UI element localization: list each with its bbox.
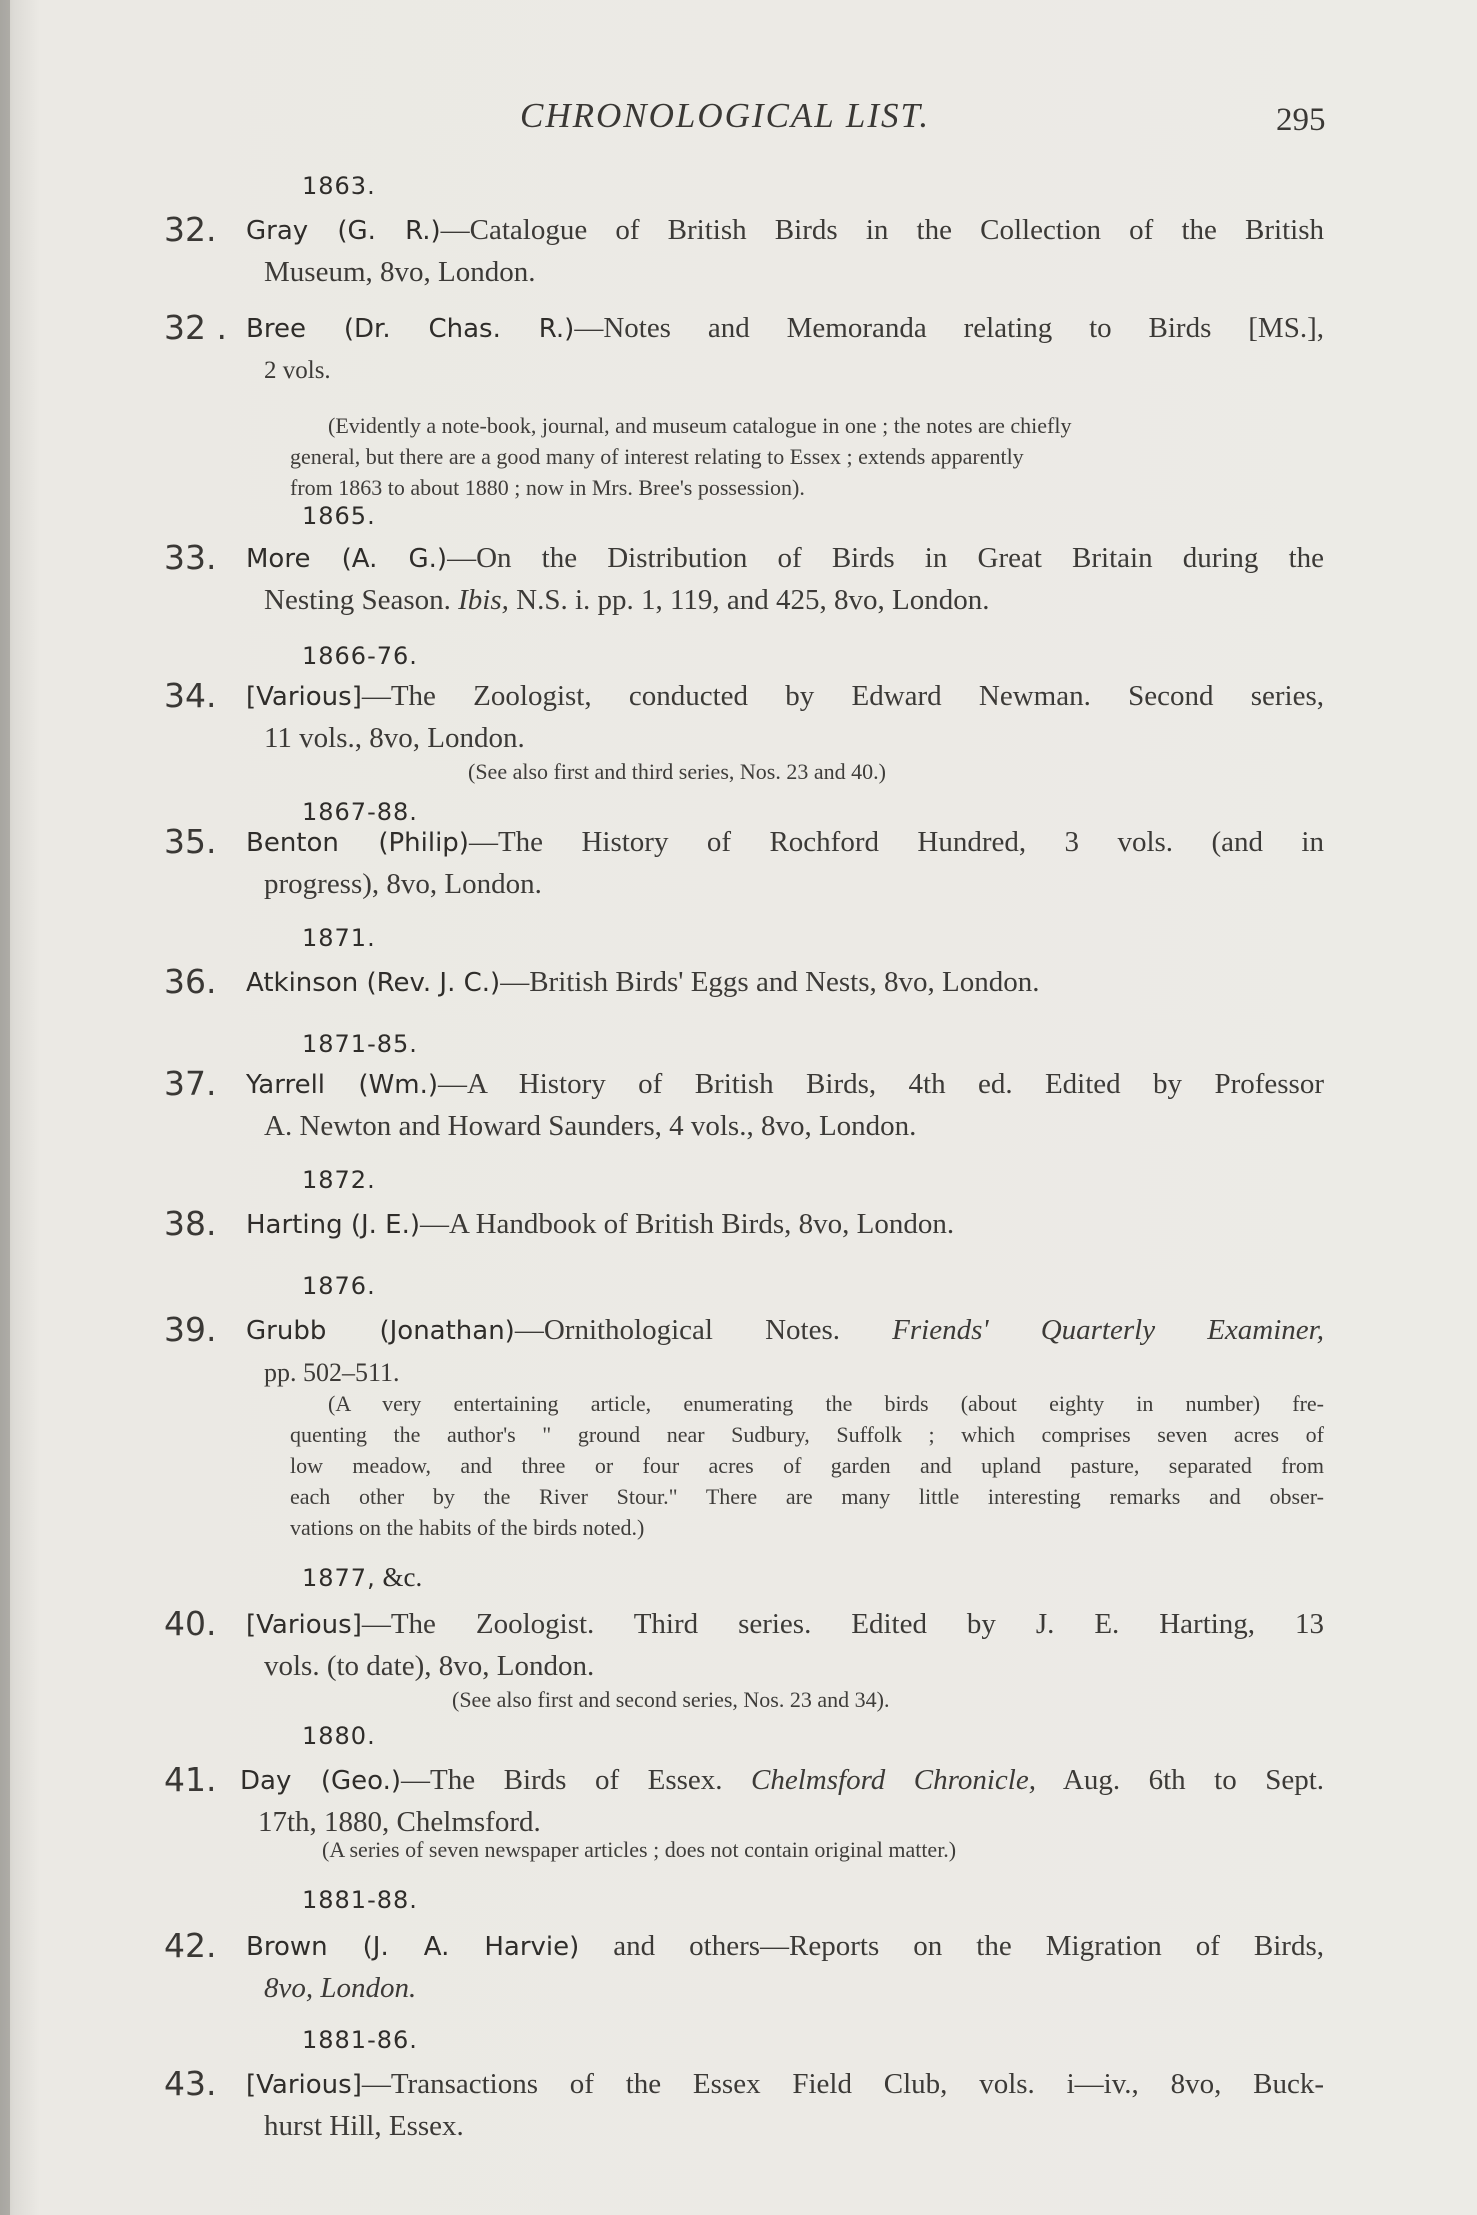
entry-number: 35. [164,822,217,861]
year-heading: 1863. [302,172,376,200]
entry-author: Gray (G. R.) [246,216,441,246]
year-heading: 1876. [302,1272,376,1300]
year-heading: 1881-86. [302,2026,418,2054]
entry-note: (See also first and third series, Nos. 23 and 40.) [468,759,886,784]
entry-author: Grubb (Jonathan) [246,1316,515,1346]
running-header [0,96,1477,146]
entry-text: [Various]—The Zoologist. Third series. Edited by J. E. Harting, 13 vols. (to date), 8vo, London. [246,1608,1324,1682]
entry-author: [Various] [246,682,362,712]
entry-text: Day (Geo.)—The Birds of Essex. Chelmsford Chronicle, Aug. 6th to Sept. 17th, 1880, Chelmsford. [240,1764,1325,1838]
journal-title: Friends' Quarterly Examiner, [892,1314,1324,1346]
year-heading: 1871-85. [302,1030,418,1058]
entry-number: 43. [164,2064,217,2103]
year-heading: 1871. [302,924,376,952]
year-heading: 1877, &c. [302,1562,423,1592]
year-heading: 1880. [302,1722,376,1750]
entry-number: 42. [164,1926,217,1965]
page-number: 295 [1276,102,1326,138]
entry-author: Atkinson (Rev. J. C.) [246,968,501,998]
entry-author: Bree (Dr. Chas. R.) [246,314,575,344]
entry-number: 40. [164,1604,217,1643]
entry-number: 33. [164,538,217,577]
page-gutter-shadow [0,0,10,2215]
entry-author: Day (Geo.) [240,1766,402,1796]
entry-text: [Various]—The Zoologist, conducted by Edward Newman. Second series, 11 vols., 8vo, London. [246,680,1324,754]
entry-number: 34. [164,676,217,715]
entry-note: (A series of seven newspaper articles ; does not contain original matter.) [322,1837,957,1862]
entry-text: [Various]—Transactions of the Essex Field Club, vols. i—iv., 8vo, Buck- hurst Hill, Essex. [246,2068,1324,2142]
entry-text: Grubb (Jonathan)—Ornithological Notes. Friends' Quarterly Examiner, pp. 502–511. [246,1314,1324,1387]
entry-note: (See also first and second series, Nos. 23 and 34). [452,1687,890,1712]
entry-text: Brown (J. A. Harvie) and others—Reports on the Migration of Birds, 8vo, London. [246,1930,1324,2004]
year-heading: 1867-88. [302,798,418,826]
entry-author: Yarrell (Wm.) [246,1070,439,1100]
year-heading: 1872. [302,1166,376,1194]
entry-number: 32. [164,210,217,249]
running-title: CHRONOLOGICAL LIST. [520,96,931,135]
entry-number: 38. [164,1204,217,1243]
entry-author: Brown (J. A. Harvie) [246,1932,580,1962]
entry-text: Atkinson (Rev. J. C.)—British Birds' Eggs and Nests, 8vo, London. [246,966,1040,998]
entry-text: More (A. G.)—On the Distribution of Birds in Great Britain during the Nesting Season. Ibis, N.S. i. pp. 1, 119, and 425, 8vo, London. [246,542,1325,616]
journal-title: Ibis, [458,584,509,616]
entry-author: Harting (J. E.) [246,1210,421,1240]
entry-text: Bree (Dr. Chas. R.)—Notes and Memoranda relating to Birds [MS.], 2 vols. [246,312,1324,384]
entry-text: Gray (G. R.)—Catalogue of British Birds in the Collection of the British Museum, 8vo, London. [246,214,1324,288]
entry-author: More (A. G.) [246,544,448,574]
entry-note: (Evidently a note-book, journal, and museum catalogue in one ; the notes are chiefly general, but there are a good many of interest relating to Essex ; extends apparently from 1863 to about 1880 ; now in Mrs. Bree's possession). [290,413,1072,500]
year-heading: 1881-88. [302,1886,418,1914]
entry-number: 37. [164,1064,217,1103]
entry-author: [Various] [246,1610,362,1640]
entry-number: 32 . [164,308,227,347]
entry-number: 39. [164,1310,217,1349]
entry-number: 41. [164,1760,217,1799]
entry-author: Benton (Philip) [246,828,469,858]
entry-text: Yarrell (Wm.)—A History of British Birds, 4th ed. Edited by Professor A. Newton and Howard Saunders, 4 vols., 8vo, London. [246,1068,1324,1142]
entry-number: 36. [164,962,217,1001]
year-heading: 1866-76. [302,642,418,670]
year-heading: 1865. [302,502,376,530]
journal-title: Chelmsford Chronicle, [751,1764,1036,1796]
entry-note: (A very entertaining article, enumerating the birds (about eighty in number) fre- quenting the author's " ground near Sudbury, Suffolk ; which comprises seven acres of low meadow, and three or four acres of garden and upland pasture, separated from each other by the River Stour." There are many little interesting remarks and obser- vations on the habits of the birds noted.) [290,1391,1324,1540]
entry-text: Harting (J. E.)—A Handbook of British Birds, 8vo, London. [246,1208,955,1240]
entry-text: Benton (Philip)—The History of Rochford Hundred, 3 vols. (and in progress), 8vo, London. [246,826,1324,900]
entry-author: [Various] [246,2070,362,2100]
